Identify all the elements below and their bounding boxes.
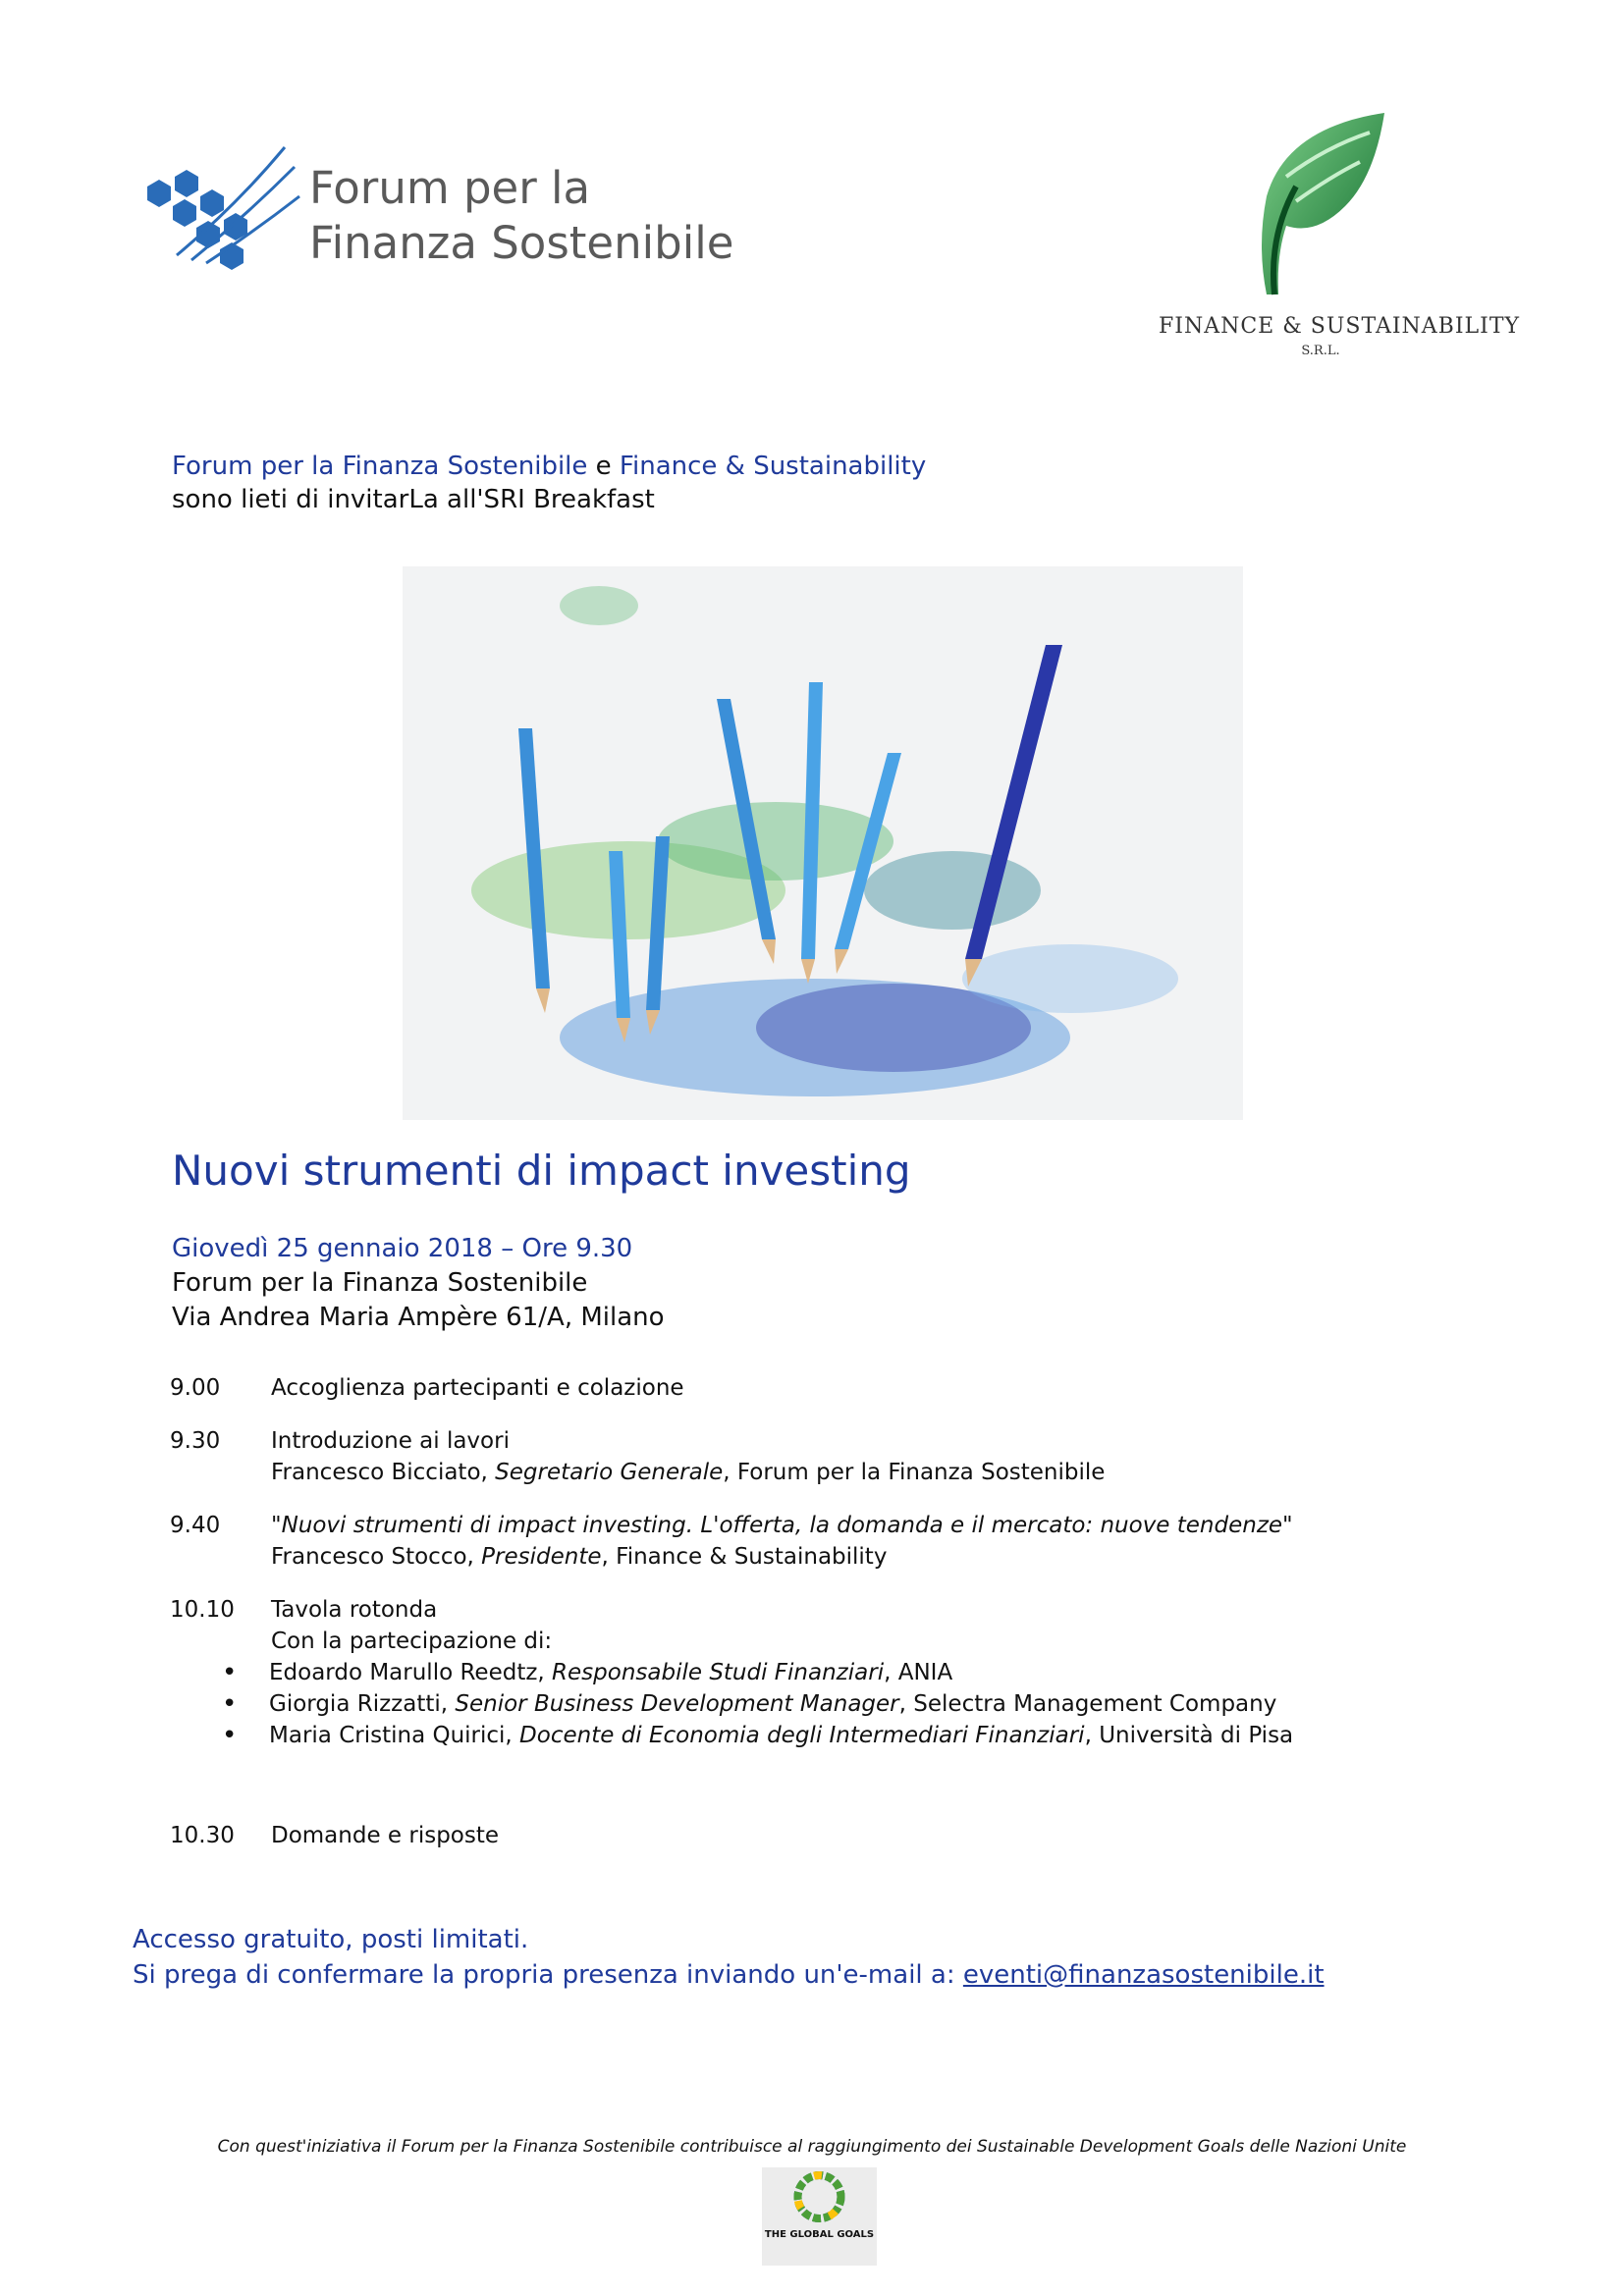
- finance-sustainability-logo: [1159, 108, 1521, 363]
- panel-member: [170, 1688, 1446, 1720]
- agenda-title: Accoglienza partecipanti e colazione: [271, 1375, 684, 1401]
- pencils-image: [403, 566, 1243, 1120]
- global-goals-text: THE GLOBAL GOALS: [764, 2229, 875, 2240]
- panel-name: Edoardo Marullo Reedtz,: [269, 1660, 553, 1685]
- agenda-title: Domande e risposte: [271, 1823, 500, 1848]
- speaker-role: Segretario Generale: [495, 1460, 724, 1485]
- access-line2-text: Si prega di confermare la propria presenza inviando un'e-mail a:: [133, 1960, 963, 1990]
- panel-member: [170, 1720, 1446, 1751]
- agenda-item-1010: [170, 1594, 1446, 1751]
- forum-logo-line1: Forum per la: [309, 162, 591, 214]
- agenda-time: 9.40: [170, 1513, 221, 1538]
- agenda-time: 9.00: [170, 1375, 221, 1401]
- panel-name: Giorgia Rizzatti,: [269, 1691, 456, 1717]
- speaker-org: , Forum per la Finanza Sostenibile: [723, 1460, 1106, 1485]
- agenda-item-0930: [170, 1425, 1446, 1488]
- intro-conj: e: [595, 452, 612, 481]
- green-leaf-icon: [1159, 108, 1483, 309]
- intro: [172, 450, 926, 516]
- panel-list: [170, 1657, 1446, 1751]
- intro-org2: Finance & Sustainability: [619, 452, 927, 481]
- speaker-name: Francesco Bicciato,: [271, 1460, 496, 1485]
- event-title: Nuovi strumenti di impact investing: [172, 1147, 911, 1195]
- agenda-time: 10.30: [170, 1823, 235, 1848]
- agenda: [170, 1372, 1446, 1873]
- event-details: [172, 1232, 665, 1335]
- agenda-title: "Nuovi strumenti di impact investing. L'offerta, la domanda e il mercato: nuove tendenze": [271, 1513, 1293, 1538]
- panel-org: , Selectra Management Company: [898, 1691, 1277, 1717]
- agenda-speaker: [271, 1457, 1446, 1488]
- panel-org: , ANIA: [884, 1660, 953, 1685]
- forum-finanza-sostenibile-logo: [137, 137, 734, 285]
- agenda-item-1030: [170, 1820, 1446, 1851]
- agenda-time: 9.30: [170, 1428, 221, 1454]
- global-goals-wheel-icon: [762, 2167, 877, 2226]
- agenda-time: 10.10: [170, 1597, 235, 1623]
- agenda-title: Tavola rotonda: [271, 1597, 438, 1623]
- panel-role: Senior Business Development Manager: [455, 1691, 899, 1717]
- access-info: [133, 1922, 1325, 1993]
- speaker-org: , Finance & Sustainability: [601, 1544, 888, 1570]
- panel-name: Maria Cristina Quirici,: [269, 1723, 520, 1748]
- agenda-item-0900: [170, 1372, 1446, 1404]
- footer-note: Con quest'iniziativa il Forum per la Finanza Sostenibile contribuisce al raggiungimento dei Sustainable Development Goals delle Nazioni Unite: [217, 2137, 1407, 2157]
- speaker-role: Presidente: [481, 1544, 602, 1570]
- access-line2: [133, 1957, 1325, 1993]
- panel-role: Responsabile Studi Finanziari: [552, 1660, 885, 1685]
- event-address: Via Andrea Maria Ampère 61/A, Milano: [172, 1303, 665, 1332]
- agenda-title: Introduzione ai lavori: [271, 1428, 510, 1454]
- speaker-name: Francesco Stocco,: [271, 1544, 482, 1570]
- access-line1: Accesso gratuito, posti limitati.: [133, 1925, 529, 1954]
- event-venue: Forum per la Finanza Sostenibile: [172, 1268, 588, 1298]
- panel-member: [170, 1657, 1446, 1688]
- intro-org1: Forum per la Finanza Sostenibile: [172, 452, 588, 481]
- forum-logo-text: [309, 161, 733, 271]
- email-link[interactable]: eventi@finanzasostenibile.it: [962, 1960, 1325, 1990]
- panel-role: Docente di Economia degli Intermediari Finanziari: [519, 1723, 1085, 1748]
- finance-sustainability-name: FINANCE & SUSTAINABILITY: [1159, 314, 1521, 339]
- agenda-subtitle: Con la partecipazione di:: [271, 1629, 553, 1654]
- agenda-item-0940: [170, 1510, 1446, 1573]
- global-goals-logo: [762, 2167, 877, 2266]
- event-date-time: Giovedì 25 gennaio 2018 – Ore 9.30: [172, 1234, 633, 1263]
- panel-org: , Università di Pisa: [1084, 1723, 1294, 1748]
- intro-line1: [172, 450, 926, 483]
- agenda-speaker: [271, 1541, 1446, 1573]
- pencils-photo: [403, 566, 1243, 1120]
- forum-logo-line2: Finanza Sostenibile: [309, 217, 734, 269]
- finance-sustainability-srl: S.R.L.: [1301, 344, 1340, 358]
- hexagon-wheat-icon: [137, 137, 304, 285]
- intro-line2: sono lieti di invitarLa all'SRI Breakfast: [172, 485, 655, 514]
